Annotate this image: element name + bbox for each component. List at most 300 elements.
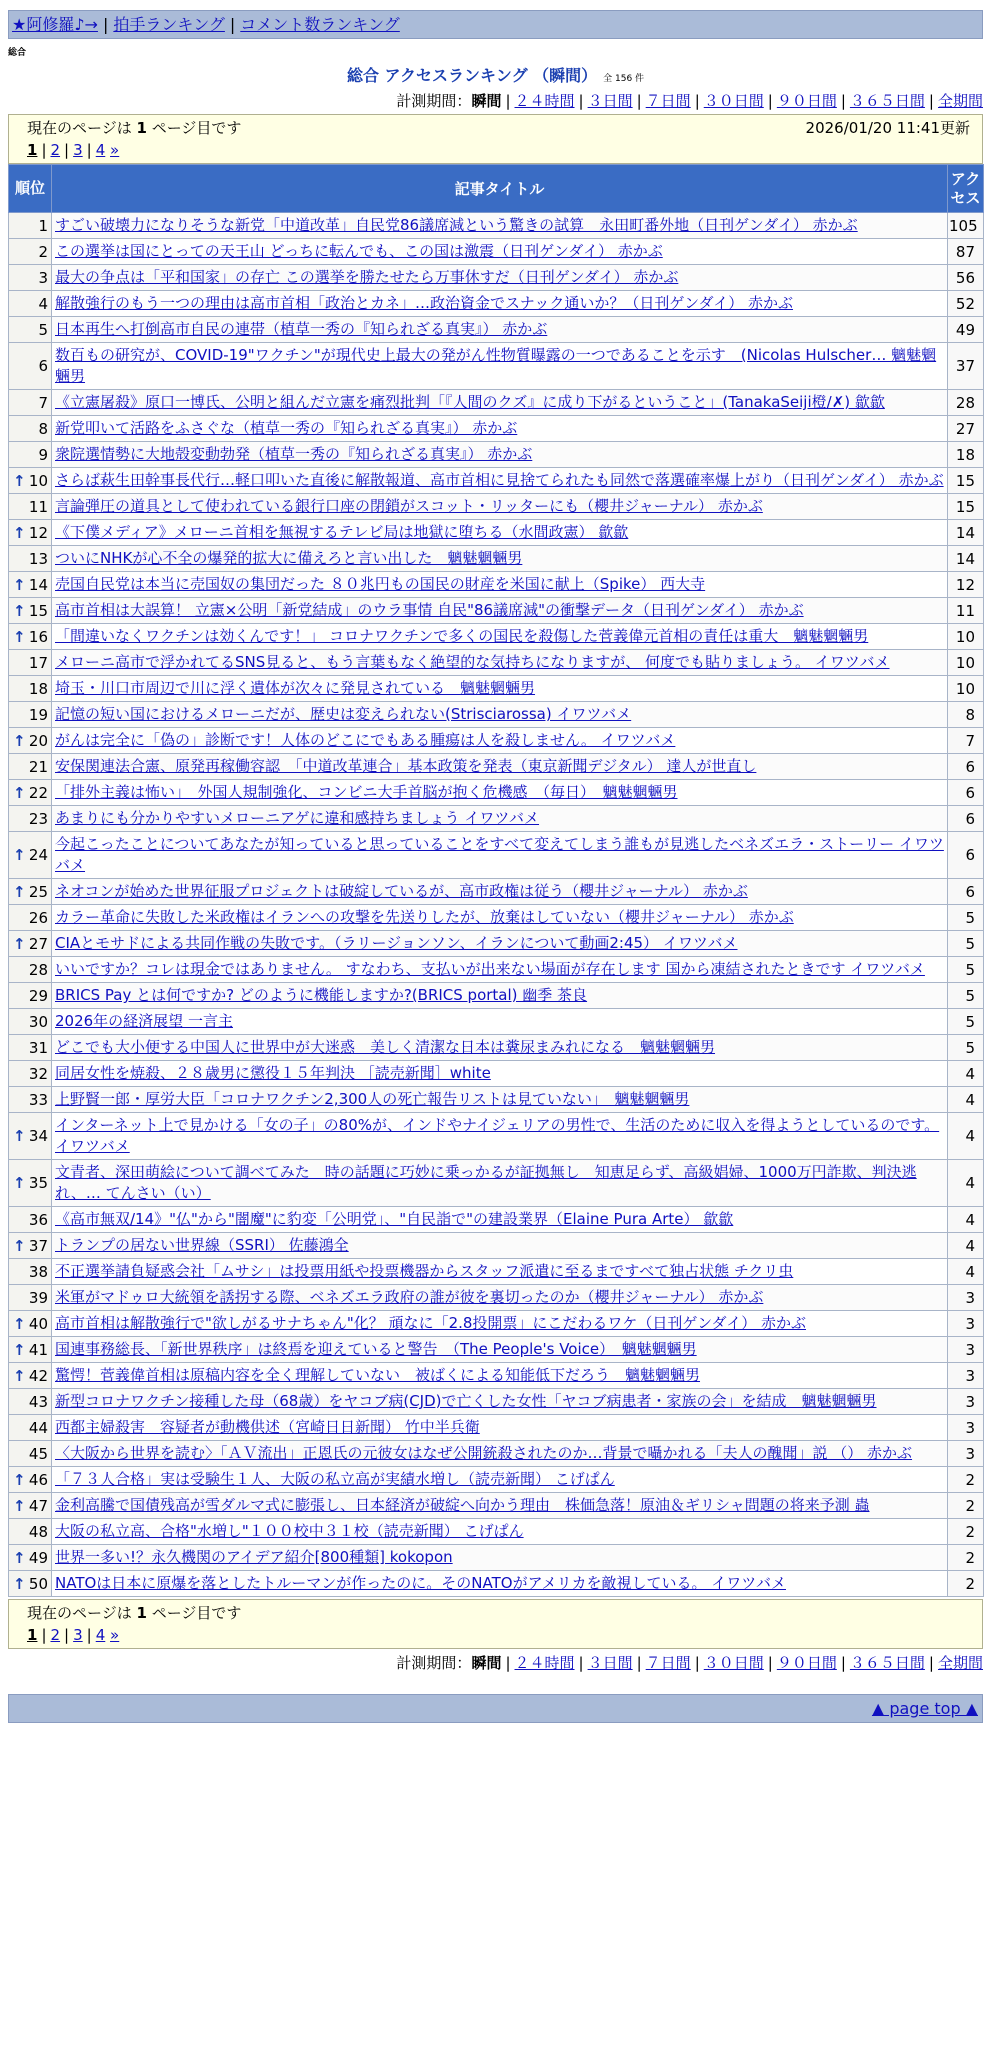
article-link[interactable]: 米軍がマドゥロ大統領を誘拐する際、ベネズエラ政府の誰が彼を裏切ったのか（櫻井ジャーナル） 赤かぶ (55, 1288, 764, 1306)
article-link[interactable]: 解散強行のもう一つの理由は高市首相「政治とカネ」…政治資金でスナック通いか？（日刊ゲンダイ） 赤かぶ (55, 294, 793, 312)
period-separator: | (694, 1654, 700, 1672)
title-cell (52, 1337, 948, 1363)
table-row (9, 1061, 984, 1087)
top-nav-bar (8, 10, 983, 39)
article-link[interactable]: 記憶の短い国におけるメローニだが、歴史は変えられない(Strisciarossa) イワツバメ (55, 705, 632, 723)
title-cell (52, 291, 948, 317)
access-count: 27 (948, 416, 984, 442)
rank-number: 3 (38, 268, 48, 287)
rank-cell (9, 520, 52, 546)
article-link[interactable]: 《立憲屠殺》原口一博氏、公明と組んだ立憲を痛烈批判「『人間のクズ』に成り下がるということ」(TanakaSeiji橙/✗) 歙歙 (55, 393, 885, 411)
rank-cell (9, 1087, 52, 1113)
table-row (9, 390, 984, 416)
access-count: 5 (948, 957, 984, 983)
rank-cell (9, 1285, 52, 1311)
rank-number: 4 (38, 294, 48, 313)
rank-number: 36 (28, 1210, 48, 1229)
title-cell (52, 931, 948, 957)
up-arrow-icon: ↑ (13, 523, 26, 542)
period-link[interactable]: ２４時間 (514, 92, 575, 110)
page-link[interactable]: 3 (73, 141, 83, 159)
up-arrow-icon: ↑ (13, 601, 26, 620)
total-count: 全 156 件 (603, 74, 645, 84)
article-link[interactable]: あまりにも分かりやすいメローニアゲに違和感持ちましょう イワツバメ (55, 809, 540, 827)
table-row (9, 468, 984, 494)
rank-number: 22 (28, 783, 48, 802)
period-link[interactable]: ９０日間 (776, 1654, 837, 1672)
table-row (9, 1233, 984, 1259)
title-cell (52, 213, 948, 239)
access-count: 5 (948, 1035, 984, 1061)
clap-ranking-link[interactable]: 拍手ランキング (113, 15, 225, 34)
article-link[interactable]: 売国自民党は本当に売国奴の集団だった ８０兆円もの国民の財産を米国に献上（Spike） 西大寺 (55, 575, 706, 593)
up-arrow-icon: ↑ (13, 846, 26, 864)
rank-number: 46 (28, 1470, 48, 1489)
table-row (9, 1285, 984, 1311)
table-row (9, 317, 984, 343)
table-row (9, 806, 984, 832)
table-row (9, 832, 984, 879)
access-count: 11 (948, 598, 984, 624)
rank-number: 5 (38, 320, 48, 339)
article-link[interactable]: 最大の争点は「平和国家」の存亡 この選挙を勝たせたら万事休すだ（日刊ゲンダイ） 赤かぶ (55, 268, 679, 286)
rank-number: 47 (28, 1496, 48, 1515)
rank-number: 39 (28, 1288, 48, 1307)
access-count: 4 (948, 1113, 984, 1160)
article-link[interactable]: 高市首相は大誤算！ 立憲×公明「新党結成」のウラ事情 自民"86議席減"の衝撃データ（日刊ゲンダイ） 赤かぶ (55, 601, 804, 619)
table-row (9, 1259, 984, 1285)
table-row (9, 239, 984, 265)
article-link[interactable]: 国連事務総長、「新世界秩序」は終焉を迎えていると警告 （The People's Voice） 魑魅魍魎男 (55, 1340, 697, 1358)
article-link[interactable]: 文青者、深田萌絵について調べてみた 時の話題に巧妙に乗っかるが証拠無し 知恵足らず、高級娼婦、1000万円詐欺、判決逃れ、… てんさい（い） (55, 1163, 917, 1202)
article-link[interactable]: 「排外主義は怖い」 外国人規制強化、コンビニ大手首脳が抱く危機感 （毎日） 魑魅魍魎男 (55, 783, 678, 801)
up-arrow-icon: ↑ (13, 731, 26, 750)
page-title: 総合 アクセスランキング （瞬間） (346, 66, 598, 85)
article-link[interactable]: インターネット上で見かける「女の子」の80%が、インドやナイジェリアの男性で、生活のために収入を得ようとしているのです。 イワツバメ (55, 1116, 940, 1155)
article-link[interactable]: 安保関連法合憲、原発再稼働容認 「中道改革連合」基本政策を発表（東京新聞デジタル） 達人が世直し (55, 757, 757, 775)
title-cell (52, 572, 948, 598)
period-separator: | (928, 92, 934, 110)
page-separator: | (86, 141, 92, 159)
table-row (9, 983, 984, 1009)
period-separator: | (578, 92, 584, 110)
access-count: 3 (948, 1285, 984, 1311)
ranking-table (8, 164, 984, 1597)
title-cell (52, 1035, 948, 1061)
rank-number: 43 (28, 1392, 48, 1411)
article-link[interactable]: メローニ高市で浮かれてるSNS見ると、もう言葉もなく絶望的な気持ちになりますが、 何度でも貼りましょう。 イワツバメ (55, 653, 890, 671)
access-count: 18 (948, 442, 984, 468)
table-row (9, 1363, 984, 1389)
period-link[interactable]: ３日間 (587, 1654, 633, 1672)
rank-cell (9, 1337, 52, 1363)
table-row (9, 416, 984, 442)
table-row (9, 1545, 984, 1571)
page-link[interactable]: 4 (95, 1626, 106, 1644)
rank-cell (9, 1441, 52, 1467)
rank-cell (9, 468, 52, 494)
article-link[interactable]: 《高市無双/14》"仏"から"闇魔"に豹変「公明党」、"自民詣で"の建設業界（Elaine Pura Arte） 歙歙 (55, 1210, 734, 1228)
rank-number: 27 (28, 934, 48, 953)
period-link[interactable]: 全期間 (937, 92, 983, 110)
rank-cell (9, 1545, 52, 1571)
access-count: 4 (948, 1087, 984, 1113)
title-cell (52, 442, 948, 468)
access-count: 105 (948, 213, 984, 239)
period-link[interactable]: ３０日間 (703, 1654, 764, 1672)
period-current: 瞬間 (471, 1654, 502, 1672)
rank-number: 44 (28, 1418, 48, 1437)
rank-cell (9, 905, 52, 931)
rank-cell (9, 598, 52, 624)
rank-number: 29 (28, 986, 48, 1005)
title-cell (52, 780, 948, 806)
rank-number: 32 (28, 1064, 48, 1083)
access-count: 3 (948, 1311, 984, 1337)
rank-cell (9, 546, 52, 572)
page-current: 1 (27, 1626, 38, 1644)
article-link[interactable]: 上野賢一郎・厚労大臣「コロナワクチン2,300人の死亡報告リストは見ていない」 魑魅魍魎男 (55, 1090, 690, 1108)
rank-number: 48 (28, 1522, 48, 1541)
article-link[interactable]: 同居女性を焼殺、２８歳男に懲役１５年判決 ［読売新聞］white (55, 1064, 491, 1082)
article-link[interactable]: ネオコンが始めた世界征服プロジェクトは破綻しているが、高市政権は従う（櫻井ジャーナル） 赤かぶ (55, 882, 748, 900)
period-link[interactable]: ９０日間 (776, 92, 837, 110)
rank-cell (9, 343, 52, 390)
article-link[interactable]: カラー革命に失敗した米政権はイランへの攻撃を先送りしたが、放棄はしていない（櫻井ジャーナル） 赤かぶ (55, 908, 794, 926)
table-row (9, 572, 984, 598)
rank-number: 8 (38, 419, 48, 438)
page-separator: | (64, 1626, 70, 1644)
up-arrow-icon: ↑ (13, 1174, 26, 1192)
rank-number: 33 (28, 1090, 48, 1109)
article-link[interactable]: 今起こったことについてあなたが知っていると思っていることをすべて変えてしまう誰もが見逃したベネズエラ・ストーリー イワツバメ (55, 835, 944, 874)
rank-number: 34 (28, 1127, 48, 1145)
title-cell (52, 1441, 948, 1467)
article-link[interactable]: 埼玉・川口市周辺で川に浮く遺体が次々に発見されている 魑魅魍魎男 (55, 679, 536, 697)
table-row (9, 1337, 984, 1363)
rank-cell (9, 832, 52, 879)
rank-cell (9, 1009, 52, 1035)
period-separator: | (578, 1654, 584, 1672)
period-separator: | (840, 92, 846, 110)
title-cell (52, 806, 948, 832)
article-link[interactable]: がんは完全に「偽の」診断です！人体のどこにでもある腫瘍は人を殺しません。 イワツバメ (55, 731, 676, 749)
access-count: 3 (948, 1389, 984, 1415)
table-row (9, 520, 984, 546)
article-link[interactable]: 数百もの研究が、COVID-19"ワクチン"が現代史上最大の発がん性物質曝露の一つであることを示す (Nicolas Hulscher… 魑魅魍魎男 (55, 346, 937, 385)
rank-number: 41 (28, 1340, 48, 1359)
period-separator: | (505, 92, 511, 110)
access-count: 2 (948, 1519, 984, 1545)
rank-cell (9, 1493, 52, 1519)
article-link[interactable]: 2026年の経済展望 一言主 (55, 1012, 233, 1030)
table-row (9, 650, 984, 676)
rank-cell (9, 728, 52, 754)
up-arrow-icon: ↑ (13, 1574, 26, 1593)
page-separator: | (86, 1626, 92, 1644)
period-separator: | (694, 92, 700, 110)
period-link[interactable]: ３６５日間 (849, 1654, 925, 1672)
article-link[interactable]: どこでも大小便する中国人に世界中が大迷惑 美しく清潔な日本は糞尿まみれになる 魑魅魍魎男 (55, 1038, 716, 1056)
table-row (9, 291, 984, 317)
rank-number: 15 (28, 601, 48, 620)
table-row (9, 1467, 984, 1493)
article-link[interactable]: すごい破壊力になりそうな新党「中道改革」自民党86議席減という驚きの試算 永田町番外地（日刊ゲンダイ） 赤かぶ (55, 216, 858, 234)
rank-number: 37 (28, 1236, 48, 1255)
table-row (9, 1389, 984, 1415)
access-count: 6 (948, 806, 984, 832)
current-page-number: 1 (136, 1604, 147, 1622)
rank-number: 16 (28, 627, 48, 646)
rank-number: 23 (28, 809, 48, 828)
col-header-rank: 順位 (9, 165, 52, 213)
page-link[interactable]: 4 (95, 141, 106, 159)
article-link[interactable]: この選挙は国にとっての天王山 どっちに転んでも、この国は激震（日刊ゲンダイ） 赤かぶ (55, 242, 663, 260)
title-cell (52, 1009, 948, 1035)
rank-cell (9, 1035, 52, 1061)
access-count: 49 (948, 317, 984, 343)
up-arrow-icon: ↑ (13, 575, 26, 594)
rank-cell (9, 265, 52, 291)
period-link[interactable]: ７日間 (645, 1654, 691, 1672)
title-cell (52, 650, 948, 676)
ranking-rows (9, 213, 984, 1597)
access-count: 52 (948, 291, 984, 317)
access-count: 3 (948, 1337, 984, 1363)
article-link[interactable]: 「間違いなくワクチンは効くんです！」 コロナワクチンで多くの国民を殺傷した菅義偉元首相の責任は重大 魑魅魍魎男 (55, 627, 869, 645)
rank-cell (9, 806, 52, 832)
period-link[interactable]: ７日間 (645, 92, 691, 110)
up-arrow-icon: ↑ (13, 627, 26, 646)
table-row (9, 931, 984, 957)
article-link[interactable]: 金利高騰で国債残高が雪ダルマ式に膨張し、日本経済が破綻へ向かう理由 株価急落！原油＆ギリシャ問題の将来予測 蟲 (55, 1496, 870, 1514)
article-link[interactable]: 世界一多い!？永久機関のアイデア紹介[800種類] kokopon (55, 1548, 453, 1566)
updated-timestamp: 2026/01/20 11:41更新 (805, 119, 970, 137)
rank-cell (9, 1207, 52, 1233)
col-header-access: アクセス (948, 165, 984, 213)
footer-bar (8, 1694, 983, 1723)
rank-cell (9, 390, 52, 416)
article-link[interactable]: BRICS Pay とは何ですか? どのように機能しますか?(BRICS portal) 幽季 茶良 (55, 986, 588, 1004)
rank-cell (9, 676, 52, 702)
rank-cell (9, 1571, 52, 1597)
rank-cell (9, 213, 52, 239)
site-home-link[interactable]: ★阿修羅♪→ (12, 15, 98, 34)
period-selector-bottom (8, 1652, 983, 1674)
up-arrow-icon: ↑ (13, 1314, 26, 1333)
up-arrow-icon: ↑ (13, 1496, 26, 1515)
table-row (9, 1087, 984, 1113)
nav-separator: | (102, 15, 109, 34)
access-count: 15 (948, 468, 984, 494)
period-link[interactable]: ３０日間 (703, 92, 764, 110)
ranking-heading (8, 65, 983, 87)
rank-cell (9, 291, 52, 317)
up-arrow-icon: ↑ (13, 471, 26, 490)
up-arrow-icon: ↑ (13, 934, 26, 953)
title-cell (52, 728, 948, 754)
access-count: 4 (948, 1233, 984, 1259)
article-link[interactable]: 大阪の私立高、合格"水増し"１００校中３１校（読売新聞） こげぱん (55, 1522, 524, 1540)
title-cell (52, 468, 948, 494)
table-row (9, 265, 984, 291)
rank-cell (9, 494, 52, 520)
access-count: 6 (948, 832, 984, 879)
title-cell (52, 1087, 948, 1113)
access-count: 15 (948, 494, 984, 520)
rank-number: 6 (38, 357, 48, 375)
access-count: 2 (948, 1493, 984, 1519)
article-link[interactable]: 不正選挙請負疑惑会社「ムサシ」は投票用紙や投票機器からスタッフ派遣に至るまですべて独占状態 チクリ虫 (55, 1262, 794, 1280)
article-link[interactable]: NATOは日本に原爆を落としたトルーマンが作ったのに。そのNATOがアメリカを敵視している。 イワツバメ (55, 1574, 786, 1592)
page-link[interactable]: 2 (50, 141, 61, 159)
next-page-link[interactable]: » (110, 141, 120, 159)
nav-separator: | (229, 15, 236, 34)
title-cell (52, 1160, 948, 1207)
rank-cell (9, 650, 52, 676)
page-link[interactable]: 2 (50, 1626, 61, 1644)
rank-cell (9, 702, 52, 728)
article-link[interactable]: ついにNHKが心不全の爆発的拡大に備えろと言い出した 魑魅魍魎男 (55, 549, 523, 567)
page-separator: | (41, 1626, 47, 1644)
rank-number: 38 (28, 1262, 48, 1281)
article-link[interactable]: 新党叩いて活路をふさぐな（植草一秀の『知られざる真実』） 赤かぶ (55, 419, 518, 437)
up-arrow-icon: ↑ (13, 1127, 26, 1145)
period-link[interactable]: ３６５日間 (849, 92, 925, 110)
access-count: 12 (948, 572, 984, 598)
table-row (9, 754, 984, 780)
rank-number: 49 (28, 1548, 48, 1567)
rank-number: 25 (28, 882, 48, 901)
article-link[interactable]: 〈大阪から世界を読む〉「ＡＶ流出」正恩氏の元彼女はなぜ公開銃殺されたのか…背景で囁かれる「夫人の醜聞」説 （） 赤かぶ (55, 1444, 913, 1462)
rank-number: 35 (28, 1174, 48, 1192)
up-arrow-icon: ↑ (13, 1548, 26, 1567)
title-cell (52, 832, 948, 879)
comment-ranking-link[interactable]: コメント数ランキング (240, 15, 400, 34)
title-cell (52, 520, 948, 546)
rank-number: 31 (28, 1038, 48, 1057)
table-row (9, 546, 984, 572)
period-separator: | (505, 1654, 511, 1672)
title-cell (52, 317, 948, 343)
rank-number: 40 (28, 1314, 48, 1333)
table-row (9, 957, 984, 983)
rank-number: 12 (28, 523, 48, 542)
title-cell (52, 676, 948, 702)
rank-number: 50 (28, 1574, 48, 1593)
rank-number: 20 (28, 731, 48, 750)
title-cell (52, 1415, 948, 1441)
article-link[interactable]: 新型コロナワクチン接種した母（68歳）をヤコブ病(CJD)で亡くした女性「ヤコブ病患者・家族の会」を結成 魑魅魍魎男 (55, 1392, 877, 1410)
page-link[interactable]: 3 (73, 1626, 83, 1644)
rank-number: 42 (28, 1366, 48, 1385)
rank-cell (9, 416, 52, 442)
title-cell (52, 239, 948, 265)
title-cell (52, 1545, 948, 1571)
access-count: 5 (948, 931, 984, 957)
period-selector-top (8, 90, 983, 112)
article-link[interactable]: 「７３人合格」実は受験生１人、大阪の私立高が実績水増し（読売新聞） こげぱん (55, 1470, 615, 1488)
access-count: 37 (948, 343, 984, 390)
title-cell (52, 1311, 948, 1337)
access-count: 6 (948, 754, 984, 780)
rank-cell (9, 624, 52, 650)
period-link[interactable]: 全期間 (937, 1654, 983, 1672)
access-count: 28 (948, 390, 984, 416)
access-count: 4 (948, 1061, 984, 1087)
rank-cell (9, 1519, 52, 1545)
next-page-link[interactable]: » (110, 1626, 120, 1644)
title-cell (52, 416, 948, 442)
period-separator: | (840, 1654, 846, 1672)
period-link[interactable]: ３日間 (587, 92, 633, 110)
article-link[interactable]: 言論弾圧の道具として使われている銀行口座の閉鎖がスコット・リッターにも（櫻井ジャーナル） 赤かぶ (55, 497, 763, 515)
access-count: 4 (948, 1207, 984, 1233)
article-link[interactable]: 衆院選情勢に大地殻変動勃発（植草一秀の『知られざる真実』） 赤かぶ (55, 445, 533, 463)
title-cell (52, 1519, 948, 1545)
up-arrow-icon: ↑ (13, 1340, 26, 1359)
table-row (9, 213, 984, 239)
title-cell (52, 1389, 948, 1415)
rank-cell (9, 1113, 52, 1160)
page-separator: | (64, 141, 70, 159)
article-link[interactable]: CIAとモサドによる共同作戦の失敗です。（ラリージョンソン、イランについて動画2:45） イワツバメ (55, 934, 738, 952)
article-link[interactable]: 西都主婦殺害 容疑者が動機供述（宮崎日日新聞） 竹中半兵衛 (55, 1418, 480, 1436)
table-row (9, 598, 984, 624)
access-count: 4 (948, 1259, 984, 1285)
rank-number: 21 (28, 757, 48, 776)
current-page-text: 現在のページは 1 ページ目です (27, 119, 242, 137)
rank-number: 30 (28, 1012, 48, 1031)
pager-top (8, 114, 983, 164)
access-count: 3 (948, 1363, 984, 1389)
article-link[interactable]: 日本再生へ打倒高市自民の連帯（植草一秀の『知られざる真実』） 赤かぶ (55, 320, 548, 338)
rank-cell (9, 1160, 52, 1207)
period-link[interactable]: ２４時間 (514, 1654, 575, 1672)
rank-cell (9, 442, 52, 468)
article-link[interactable]: さらば萩生田幹事長代行…軽口叩いた直後に解散報道、高市首相に見捨てられたも同然で落選確率爆上がり（日刊ゲンダイ） 赤かぶ (55, 471, 944, 489)
page-top-link[interactable]: ▲ page top ▲ (871, 1699, 978, 1718)
access-count: 3 (948, 1415, 984, 1441)
table-row (9, 1441, 984, 1467)
access-count: 14 (948, 546, 984, 572)
article-link[interactable]: いいですか？コレは現金ではありません。 すなわち、支払いが出来ない場面が存在します 国から凍結されたときです イワツバメ (55, 960, 925, 978)
period-separator: | (636, 1654, 642, 1672)
access-count: 5 (948, 983, 984, 1009)
rank-cell (9, 239, 52, 265)
article-link[interactable]: トランプの居ない世界線（SSRI） 佐藤鴻全 (55, 1236, 349, 1254)
access-count: 3 (948, 1441, 984, 1467)
title-cell (52, 343, 948, 390)
access-count: 10 (948, 624, 984, 650)
rank-cell (9, 931, 52, 957)
title-cell (52, 546, 948, 572)
rank-number: 13 (28, 549, 48, 568)
period-separator: | (767, 1654, 773, 1672)
title-cell (52, 905, 948, 931)
access-count: 6 (948, 879, 984, 905)
article-link[interactable]: 驚愕！菅義偉首相は原稿内容を全く理解していない 被ばくによる知能低下だろう 魑魅魍魎男 (55, 1366, 701, 1384)
col-header-title: 記事タイトル (52, 165, 948, 213)
article-link[interactable]: 《下僕メディア》メローニ首相を無視するテレビ局は地獄に堕ちる（水間政憲） 歙歙 (55, 523, 629, 541)
rank-cell (9, 879, 52, 905)
access-count: 87 (948, 239, 984, 265)
rank-cell (9, 1363, 52, 1389)
rank-cell (9, 317, 52, 343)
access-count: 5 (948, 1009, 984, 1035)
rank-number: 28 (28, 960, 48, 979)
article-link[interactable]: 高市首相は解散強行で"欲しがるサナちゃん"化？ 頑なに「2.8投開票」にこだわるワケ（日刊ゲンダイ） 赤かぶ (55, 1314, 806, 1332)
